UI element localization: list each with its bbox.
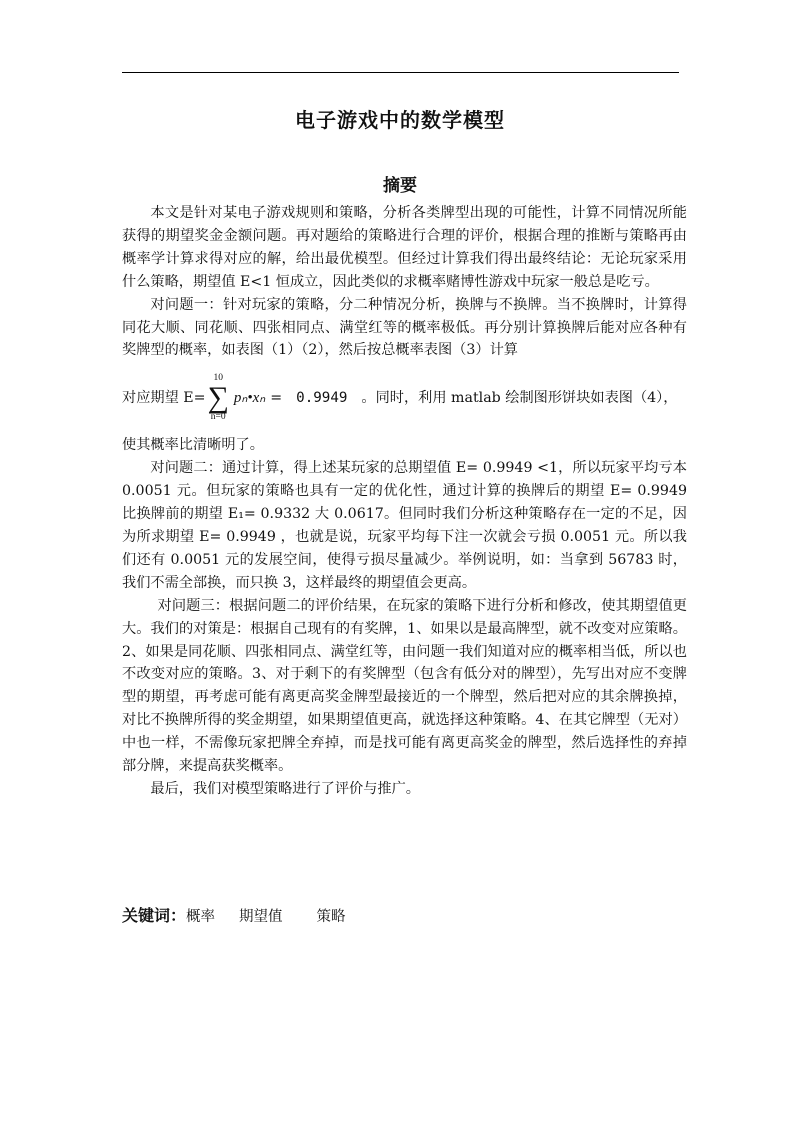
abstract-paragraph-1: 本文是针对某电子游戏规则和策略，分析各类牌型出现的可能性，计算不同情况所能获得的期望奖金金额问题。再对题给的策略进行合理的评价，根据合理的推断与策略再由概率学计算求得对应的解，给出最优模型。但经过计算我们得出最终结论：无论玩家采用什么策略，期望值 E<1 恒成立，因此类似的求概率赌博性游戏中玩家一般总是吃亏。 [122,205,687,290]
abstract-paragraph-5: 最后，我们对模型策略进行了评价与推广。 [150,780,420,797]
abstract-paragraph-3: 对问题二：通过计算，得上述某玩家的总期望值 E= 0.9949 <1，所以玩家平均亏本 0.0051 元。但玩家的策略也具有一定的优化性，通过计算的换牌后的期望 E= 0.9949 比换牌前的期望 E₁= 0.9332 大 0.0617。但同时我们分析这种策略存在一定的不足，因为所求期望 E= 0.9949 ，也就是说，玩家平均每下注一次就会亏损 0.0051 元。所以我们还有 0.0051 元的发展空间，使得亏损尽量减少。举例说明，如：当拿到 56783 时，我们不需全部换，而只换 3，这样最终的期望值会更高。 [122,460,687,591]
abstract-paragraph-2-end: 使其概率比清晰明了。 [122,437,264,454]
formula-prefix: 对应期望 E= [122,389,206,406]
keyword-item: 概率 [186,909,216,925]
paper-title: 电子游戏中的数学模型 [295,108,505,132]
abstract-paragraph-2: 对问题一：针对玩家的策略，分二种情况分析，换牌与不换牌。当不换牌时，计算得同花大顺、同花顺、四张相同点、满堂红等的概率极低。再分别计算换牌后能对应各种有奖牌型的概率，如表图（1）（2），然后按总概率表图（3）计算 [122,296,687,359]
formula-term: pₙ•xₙ [233,389,266,406]
formula-suffix: 。同时，利用 matlab 绘制图形饼块如表图（4）， [361,389,678,406]
keywords-label: 关键词： [122,906,187,925]
keyword-item: 期望值 [239,909,283,925]
header-rule [122,72,679,73]
summation [208,374,229,423]
keyword-item: 策略 [316,909,346,925]
abstract-paragraph-4: 对问题三：根据问题二的评价结果，在玩家的策略下进行分析和修改，使其期望值更大。我们的对策是：根据自己现有的有奖牌，1、如果以是最高牌型，就不改变对应策略。2、如果是同花顺、四张相同点、满堂红等，由问题一我们知道对应的概率相当低，所以也不改变对应的策略。3、对于剩下的有奖牌型（包含有低分对的牌型），先写出对应不变牌型的期望，再考虑可能有离更高奖金牌型最接近的一个牌型，然后把对应的其余牌换掉，对比不换牌所得的奖金期望，如果期望值更高，就选择这种策略。4、在其它牌型（无对）中也一样，不需像玩家把牌全弃掉，而是找可能有离更高奖金的牌型，然后选择性的弃掉部分牌，来提高获奖概率。 [122,597,687,775]
formula-value: 0.9949 [296,389,348,406]
summation-upper-limit: 10 [213,372,223,383]
abstract-heading: 摘要 [383,176,417,196]
keywords-line [122,903,346,926]
summation-lower-limit: n=0 [210,412,226,423]
abstract-body [122,202,687,801]
expectation-formula [122,362,687,434]
summation-sign: ∑ [207,381,229,415]
formula-equals: = [270,389,283,406]
